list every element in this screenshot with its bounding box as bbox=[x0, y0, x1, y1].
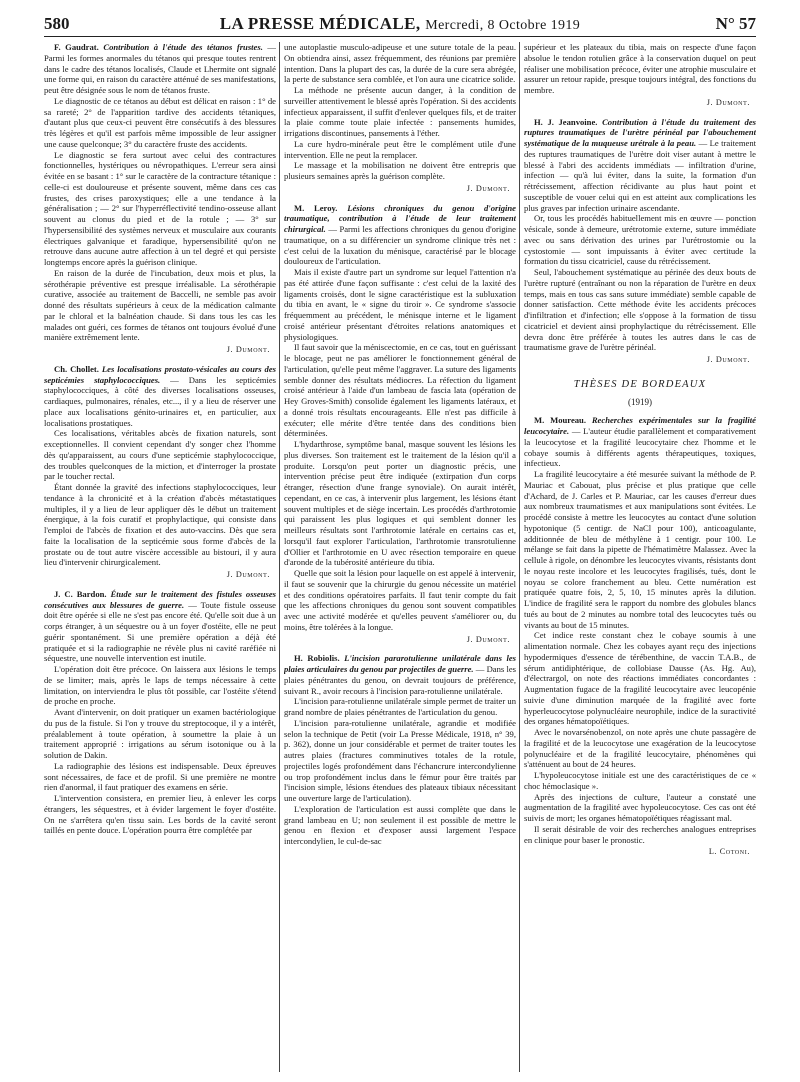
abstract-paragraph bbox=[284, 267, 516, 342]
paragraph-text: Il serait désirable de voir des recherches analogues entreprises en clinique pour baser le pronostic. bbox=[524, 823, 756, 845]
column-3 bbox=[524, 42, 756, 1076]
paragraph-text: La cure hydro-minérale peut être le complément utile d'une intervention. Elle ne peut la remplacer. bbox=[284, 138, 516, 160]
paragraph-text: une autoplastie musculo-adipeuse et une suture totale de la peau. On obtiendra ainsi, assez fréquemment, des réunions par première intention. Dans la plupart des cas, la durée de la cure sera abrégée, la perte de substance sera comblée, et l'on aura une cicatrice solide. bbox=[284, 42, 516, 85]
abstract-paragraph bbox=[44, 482, 276, 568]
signature: J. Dumont. bbox=[226, 345, 270, 354]
article-title: Les localisations prostato-vésicales au cours des septicémies staphylococciques. bbox=[44, 363, 276, 385]
paragraph-text: La radiographie des lésions est indispensable. Deux épreuves sont nécessaires, de face et de profil. Si une première ne montre rien d'anormal, il faut pratiquer des examens en série. bbox=[44, 760, 276, 793]
signature: J. Dumont. bbox=[466, 183, 510, 193]
abstract-paragraph bbox=[524, 770, 756, 792]
journal-name: LA PRESSE MÉDICALE, bbox=[219, 14, 421, 33]
abstract-paragraph bbox=[284, 139, 516, 161]
paragraph-text: L'incision para-rotulienne unilatérale, agrandie et modifiée selon la technique de Petit (voir La Presse Médicale, 1918, n° 39, p. 362), donne un jour considérable et permet de traiter toutes les autres plaies (fractures comminutives totales de la rotule, projectiles logés profondément dans l'échancrure intercondylienne ou trop profondément inclus dans le fémur pour être traités par l'incision simple, lésions étendues des plateaux tibiaux nécessitant une ouverture large de l'articulation). bbox=[284, 717, 516, 803]
paragraph-text: Mais il existe d'autre part un syndrome sur lequel l'attention n'a pas été attirée d'une façon suffisante : c'est celui de la laxité des ligaments croisés, dont le signe caractéristique est la subluxation du tibia en avant, le « signe du tiroir ». Ce syndrome s'associe fréquemment au précédent, le ménisque interne et le ligament croisé antérieur présentant d'étroites relations anatomiques et physiologiques. bbox=[284, 267, 516, 342]
abstract bbox=[524, 415, 756, 845]
abstract-paragraph bbox=[284, 568, 516, 633]
paragraph-text: — Toute fistule osseuse doit être opérée si elle ne s'est pas encore été. Qu'elle soit due à un corps étranger, à un séquestre ou à un foyer d'ostéite, elle ne peut guérir spontanément. Si une première opération a déjà été pratiquée et si la radiographie ne révèle plus ni cavité raréfiée ni séquestre, une nouvelle intervention est inutile. bbox=[44, 599, 276, 664]
paragraph-text: Ces localisations, véritables abcès de fixation naturels, sont exceptionnelles. Il convient cependant d'y songer chez l'homme dès qu'apparaissent, au cours d'une septicémie staphylococcique, des troubles quelconques de la miction, et d'interroger la prostate par le toucher rectal. bbox=[44, 428, 276, 482]
abstract-paragraph bbox=[284, 342, 516, 439]
paragraph-text: Le diagnostic se fera surtout avec celui des contractures fonctionnelles, hystériques ou névropathiques. L'erreur sera ainsi évitée en se basant : 1° sur le caractère de la contracture tétanique : celle-ci est douloureuse et présente souvent, même dans ces cas frustes, des crises paroxystiques; elle a une tendance à la généralisation ; — 2° sur l'hyperréflectivité tendino-osseuse allant souvent au clonus du pied et de la rotule ; — 3° sur l'hypersensibilité des systèmes nerveux et musculaire aux courants électriques galvanique et faradique, hypersensibilité qu'on ne retrouve dans aucune autre affection à un tel degré et qui persiste longtemps encore après la guérison clinique. bbox=[44, 149, 276, 267]
author-name: J. C. Bardon. bbox=[54, 588, 107, 599]
paragraph-text: L'intervention consistera, en premier lieu, à enlever les corps étrangers, les séquestres, et à évider largement le foyer d'ostéite. On ne s'arrêtera qu'en tissu sain. Les bords de la cavité seront taillés en pente douce. L'opération pourra être complétée par bbox=[44, 793, 276, 836]
column-divider bbox=[279, 42, 280, 1072]
paragraph-text: La fragilité leucocytaire a été mesurée suivant la méthode de P. Mauriac et Cabouat, plus précise et plus pratique que celle d'Achard, de J. Carles et P. Mauriac, car les causes d'erreur dues aux nombreux traumatismes et aux manipulations sont évitées. Le procédé consiste à mettre les leucocytes au contact d'une solution hypotonique (5 centigr. de NaCl pour 100), anticoagulante, additionnée de bleu de méthylène à 1 centigr. pour 100. Le mélange se fait dans la pipette de l'hématimètre Malassez. Avec la cellule à rigole, on dénombre les leucocytes vivants, résistants dont le noyau reste incolore et les leucocytes fragilisés, tués, dont le noyau se colore franchement au bleu. Cette numération est pratiquée quatre fois, 2, 5, 10, 15 minutes après la dilution. L'indice de fragilité sera le rapport du nombre des globules blancs tués au bout de 2 minutes au nombre total des leucocytes tués ou vivants au bout de 15 minutes. bbox=[524, 469, 756, 630]
abstract bbox=[44, 364, 276, 568]
paragraph-text: Cet indice reste constant chez le cobaye soumis à une alimentation normale. Chez les cobayes ayant reçu des injections hypodermiques d'essence de térébenthine, de vaccin T.A.B., de sérum antidiphtérique, de collobiase Dausse (As. Hg. Au), d'électrargol, on note des réactions immédiates concordantes : Augmentation fugace de la fragilité leucocytaire avec leucopénie suivie d'une diminution marquée de la fragilité avec forte hyperleucocytose polynucléaire neurophile, indice de la suractivité des organes hématopoïétiques. bbox=[524, 630, 756, 727]
abstract bbox=[284, 203, 516, 633]
paragraph-text: — L'auteur étudie parallèlement et comparativement la leucocytose et la fragilité leucocytaire chez l'homme et le cobaye soumis à différents agents thérapeutiques, toxiques, infectieux. bbox=[524, 426, 756, 469]
paragraph-text: — Parmi les affections chroniques du genou d'origine traumatique, on a su différencier un syndrome clinique très net : c'est celui de la luxation du ménisque, caractérisé par le blocage douloureux de l'articulation. bbox=[284, 224, 516, 267]
paragraph-text: L'incision para-rotulienne unilatérale simple permet de traiter un grand nombre de plaies pénétrantes de l'articulation du genou. bbox=[284, 696, 516, 717]
abstract-paragraph bbox=[524, 117, 756, 214]
abstract-paragraph bbox=[284, 653, 516, 696]
paragraph-text: Seul, l'abouchement systématique au périnée des deux bouts de l'urètre rupturé (entraînant ou non la réparation de l'urètre en deux temps, mais en tous cas sans suture immédiate) semble capable de donner satisfaction. Cette méthode évite les accidents précoces d'infiltration et d'infection; elle s'oppose à la formation de tissu cicatriciel et devient ainsi prophylactique du rétrécissement. Elle devra donc être préférée à toutes les autres dans le cas de traumatisme grave de l'urètre périnéal. bbox=[524, 267, 756, 353]
abstract bbox=[284, 653, 516, 847]
paragraph-text: Avant d'intervenir, on doit pratiquer un examen bactériologique du pus de la fistule. Si l'on y trouve du streptocoque, il y a intérêt, préalablement à toute opération, à soumettre la plaie à un traitement approprié : irrigations au sérum isotonique ou à la solution de Dakin. bbox=[44, 707, 276, 760]
abstract-paragraph bbox=[44, 793, 276, 836]
paragraph-text: — Dans les plaies pénétrantes du genou, on devrait toujours de préférence, suivant R., avoir recours à l'incision para-rotulienne unilatérale. bbox=[284, 664, 516, 696]
abstract-paragraph bbox=[284, 203, 516, 268]
abstract-paragraph bbox=[284, 718, 516, 804]
paragraph-text: Après des injections de culture, l'auteur a constaté une augmentation de la fragilité avec hypoleucocytose. Ces cas ont été suivis de mort; les organes hématopoïétiques réagissant mal. bbox=[524, 791, 756, 823]
abstract-paragraph bbox=[44, 589, 276, 664]
signature: L. Cotoni. bbox=[708, 847, 750, 857]
page-header bbox=[44, 14, 756, 36]
paragraph-text: — Dans les septicémies staphylococciques, à côté des diverses localisations osseuses, cardiaques, pulmonaires, rénales, etc..., il y a lieu de réserver une place aux localisations génito-urinaires et, en particulier, aux localisations prostatiques. bbox=[44, 374, 276, 428]
article-title: Contribution à l'étude des tétanos frustes. bbox=[103, 42, 263, 52]
abstract bbox=[524, 42, 756, 96]
author-name: M. Leroy. bbox=[294, 202, 338, 213]
abstract-paragraph bbox=[524, 42, 756, 96]
paragraph-text: La méthode ne présente aucun danger, à la condition de surveiller attentivement le blessé après l'opération. Si des accidents infectieux apparaissent, il suffit d'enlever quelques fils, et de traiter la plaie comme toute plaie infectée : pansements humides, irrigations discontinues, pansements à l'éther. bbox=[284, 85, 516, 138]
paragraph-text: Étant donnée la gravité des infections staphylococciques, leur tendance à la chronicité et à la création d'abcès métastatiques multiples, il y a lieu de leur appliquer dès le début un traitement énergique, à la fois curatif et prophylactique, qui consiste dans l'emploi de l'abcès de fixation et des auto-vaccins. Dès que sera faite la localisation de la septicémie sous forme d'abcès de la prostate ou de tout autre viscère accessible au bistouri, il y aura lieu d'intervenir chirurgicalement. bbox=[44, 482, 276, 568]
abstract bbox=[284, 42, 516, 182]
paragraph-text: supérieur et les plateaux du tibia, mais on respecte d'une façon absolue le tendon rotulien grâce à la conservation duquel on peut réaliser une mobilisation précoce, éviter une atrophie musculaire et assurer un retour rapide, presque toujours intégral, des fonctions du membre. bbox=[524, 42, 756, 95]
section-year: (1919) bbox=[628, 396, 652, 407]
abstract-paragraph bbox=[524, 213, 756, 267]
article-title: L'incision pararotulienne unilatérale dans les plaies articulaires du genou par projectiles de guerre. bbox=[284, 653, 516, 674]
abstract-paragraph bbox=[44, 707, 276, 761]
abstract-paragraph bbox=[44, 96, 276, 150]
author-name: Ch. Chollet. bbox=[54, 363, 99, 374]
abstract-paragraph bbox=[284, 804, 516, 847]
paragraph-text: — Le traitement des ruptures traumatiques de l'urètre doit viser autant à mettre le blessé à l'abri des accidents immédiats — infiltration d'urine, infection — qu'à lui éviter, dans la suite, la formation d'un rétrécissement, affection récidivante au plus haut point et susceptible de vouer celui qui en est atteint aux complications les plus graves par infection urinaire ascendante. bbox=[524, 138, 756, 213]
abstract-paragraph bbox=[44, 664, 276, 707]
abstract-paragraph bbox=[524, 630, 756, 727]
abstract-paragraph bbox=[44, 268, 276, 343]
article-title: Lésions chroniques du genou d'origine traumatique, contribution à l'étude de leur traitement chirurgical. bbox=[284, 202, 516, 234]
column-1 bbox=[44, 42, 276, 1076]
signature: J. Dumont. bbox=[466, 634, 510, 644]
signature: J. Dumont. bbox=[226, 570, 270, 579]
paragraph-text: L'exploration de l'articulation est aussi complète que dans le grand lambeau en U; non seulement il est possible de mettre le genou en flexion et d'exposer aussi largement l'espace intercondylien, le cul-de-sac bbox=[284, 803, 516, 846]
abstract-paragraph bbox=[44, 428, 276, 482]
paragraph-text: L'hypoleucocytose initiale est une des caractéristiques de ce « choc hémoclasique ». bbox=[524, 770, 756, 791]
page-number: 580 bbox=[44, 14, 70, 33]
abstract-paragraph bbox=[44, 42, 276, 96]
abstract-paragraph bbox=[524, 469, 756, 630]
abstract bbox=[44, 42, 276, 343]
paragraph-text: Le massage et la mobilisation ne doivent être entrepris que plusieurs semaines après la guérison complète. bbox=[284, 160, 516, 181]
article-title: Recherches expérimentales sur la fragilité leucocytaire. bbox=[524, 415, 756, 436]
abstract-paragraph bbox=[524, 727, 756, 770]
abstract-paragraph bbox=[44, 761, 276, 793]
abstract-paragraph bbox=[44, 150, 276, 268]
abstract-paragraph bbox=[284, 160, 516, 182]
abstract-paragraph bbox=[524, 792, 756, 824]
paragraph-text: — Parmi les formes anormales du tétanos qui presque toutes rentrent dans le cadre des tétanos localisés, Claude et Lhermite ont signalé une forme qui, en raison du caractère atténué de ses manifestations, peut être désignée sous le nom de tétanos fruste. bbox=[44, 42, 276, 95]
abstract-paragraph bbox=[44, 364, 276, 429]
author-name: H. J. Jeanvoine. bbox=[534, 116, 598, 127]
abstract-paragraph bbox=[284, 42, 516, 85]
header-rule bbox=[44, 36, 756, 37]
signature: J. Dumont. bbox=[706, 355, 750, 364]
author-name: F. Gaudrat. bbox=[54, 42, 99, 52]
abstract-paragraph bbox=[524, 415, 756, 469]
abstract-paragraph bbox=[524, 267, 756, 353]
paragraph-text: L'hydarthrose, symptôme banal, masque souvent les lésions les plus diverses. Son traitement est le traitement de la lésion qu'il a produite. Lorsqu'on peut porter un diagnostic précis, une intervention précise peut être indiquée (extirpation d'un corps étranger, résection d'une frange synoviale). On aurait intérêt, cependant, en ce cas, à intervenir plus largement, les lésions étant souvent multiples et de siège incertain. Les procédés d'arthrotomie qui paraissent les plus logiques et qui semblent donner les meilleurs résultats sont l'arthrotomie latérale en certains cas et, lorsqu'il faut explorer l'articulation, l'arthrotomie transrotulienne d'Ollier et l'arthrotomie en U avec résection temporaire en queue d'aronde de la tubérosité antérieure du tibia. bbox=[284, 439, 516, 568]
paragraph-text: Avec le novarsénobenzol, on note après une chute passagère de la fragilité et de la leucocytose une exagération de la leucocytose polynucléaire et de la fragilité leucocytaire, phénomènes qui s'atténuent au bout de 24 heures. bbox=[524, 727, 756, 770]
author-name: M. Moureau. bbox=[534, 415, 586, 426]
paragraph-text: Or, tous les procédés habituellement mis en œuvre — ponction vésicale, sonde à demeure, urétrotomie externe, suture immédiate avec ou sans dérivation des urines par l'urétrostomie ou la cystostomie — sont impuissants à éviter avec certitude la formation du tissu cicatriciel, cause du rétrécissement. bbox=[524, 213, 756, 267]
issue-date: Mercredi, 8 Octobre 1919 bbox=[425, 18, 581, 33]
running-title bbox=[44, 14, 756, 34]
section-heading: THÈSES DE BORDEAUX bbox=[573, 378, 707, 390]
paragraph-text: Il faut savoir que la méniscectomie, en ce cas, tout en guérissant le blocage, peut ne pas améliorer le fonctionnement général de l'articulation, qu'elle peut même l'aggraver. La suture des ligaments semble donner des résultats médiocres. La réfection du ligament croisé antérieur à l'aide d'un lambeau de fascia lata (opération de Hey Groves-Smith) consolide également les ligaments latéraux, et a donné trois résultats encourageants. Elle n'est pas difficile à exécuter; elle mérite d'être tentée dans des conditions bien déterminées. bbox=[284, 342, 516, 439]
issue-number: N° 57 bbox=[715, 14, 756, 33]
signature: J. Dumont. bbox=[706, 97, 750, 107]
article-title: Contribution à l'étude du traitement des ruptures traumatiques de l'urètre périnéal par l'abouchement systématique de la muqueuse urétrale à la peau. bbox=[524, 116, 756, 148]
abstract-paragraph bbox=[524, 824, 756, 846]
abstract-paragraph bbox=[284, 439, 516, 568]
article-title: Étude sur le traitement des fistules osseuses consécutives aux blessures de guerre. bbox=[44, 588, 276, 610]
paragraph-text: Le diagnostic de ce tétanos au début est délicat en raison : 1° de sa rareté; 2° de l'apparition tardive des accidents tétaniques, d'autant plus que ceux-ci peuvent être consécutifs à des blessures très légères et qu'il est parfois même impossible de leur assigner une cause quelconque; 3° du caractère fruste des accidents. bbox=[44, 95, 276, 149]
abstract bbox=[524, 117, 756, 354]
abstract-paragraph bbox=[284, 696, 516, 718]
paragraph-text: L'opération doit être précoce. On laissera aux lésions le temps de se limiter; mais, après le laps de temps nécessaire à cette limitation, on interviendra le plus tôt possible, car l'ostéite s'étend de proche en proche. bbox=[44, 664, 276, 707]
column-divider bbox=[519, 42, 520, 1072]
paragraph-text: En raison de la durée de l'incubation, deux mois et plus, la sérothérapie préventive est presque irréalisable. La sérothérapie curative, associée au traitement de Baccelli, ne semble pas avoir donné des résultats supérieurs à ceux de la médication calmante par le chloral et la balnéation chaude. Si dans tous les cas les malades ont guéri, ces formes de tétanos ont toujours évolué d'une manière extrêmement lente. bbox=[44, 267, 276, 343]
author-name: H. Robiolis. bbox=[294, 653, 340, 664]
abstract bbox=[44, 589, 276, 836]
column-2 bbox=[284, 42, 516, 1076]
abstract-paragraph bbox=[284, 85, 516, 139]
paragraph-text: Quelle que soit la lésion pour laquelle on est appelé à intervenir, il faut se souvenir que la chirurgie du genou nécessite un matériel et des conditions opératoires parfaits. Il faut tenir compte du fait que les affections chroniques du genou sont souvent compatibles avec une activité modérée et qu'elles peuvent s'améliorer ou, du moins, être tolérées à la longue. bbox=[284, 568, 516, 632]
